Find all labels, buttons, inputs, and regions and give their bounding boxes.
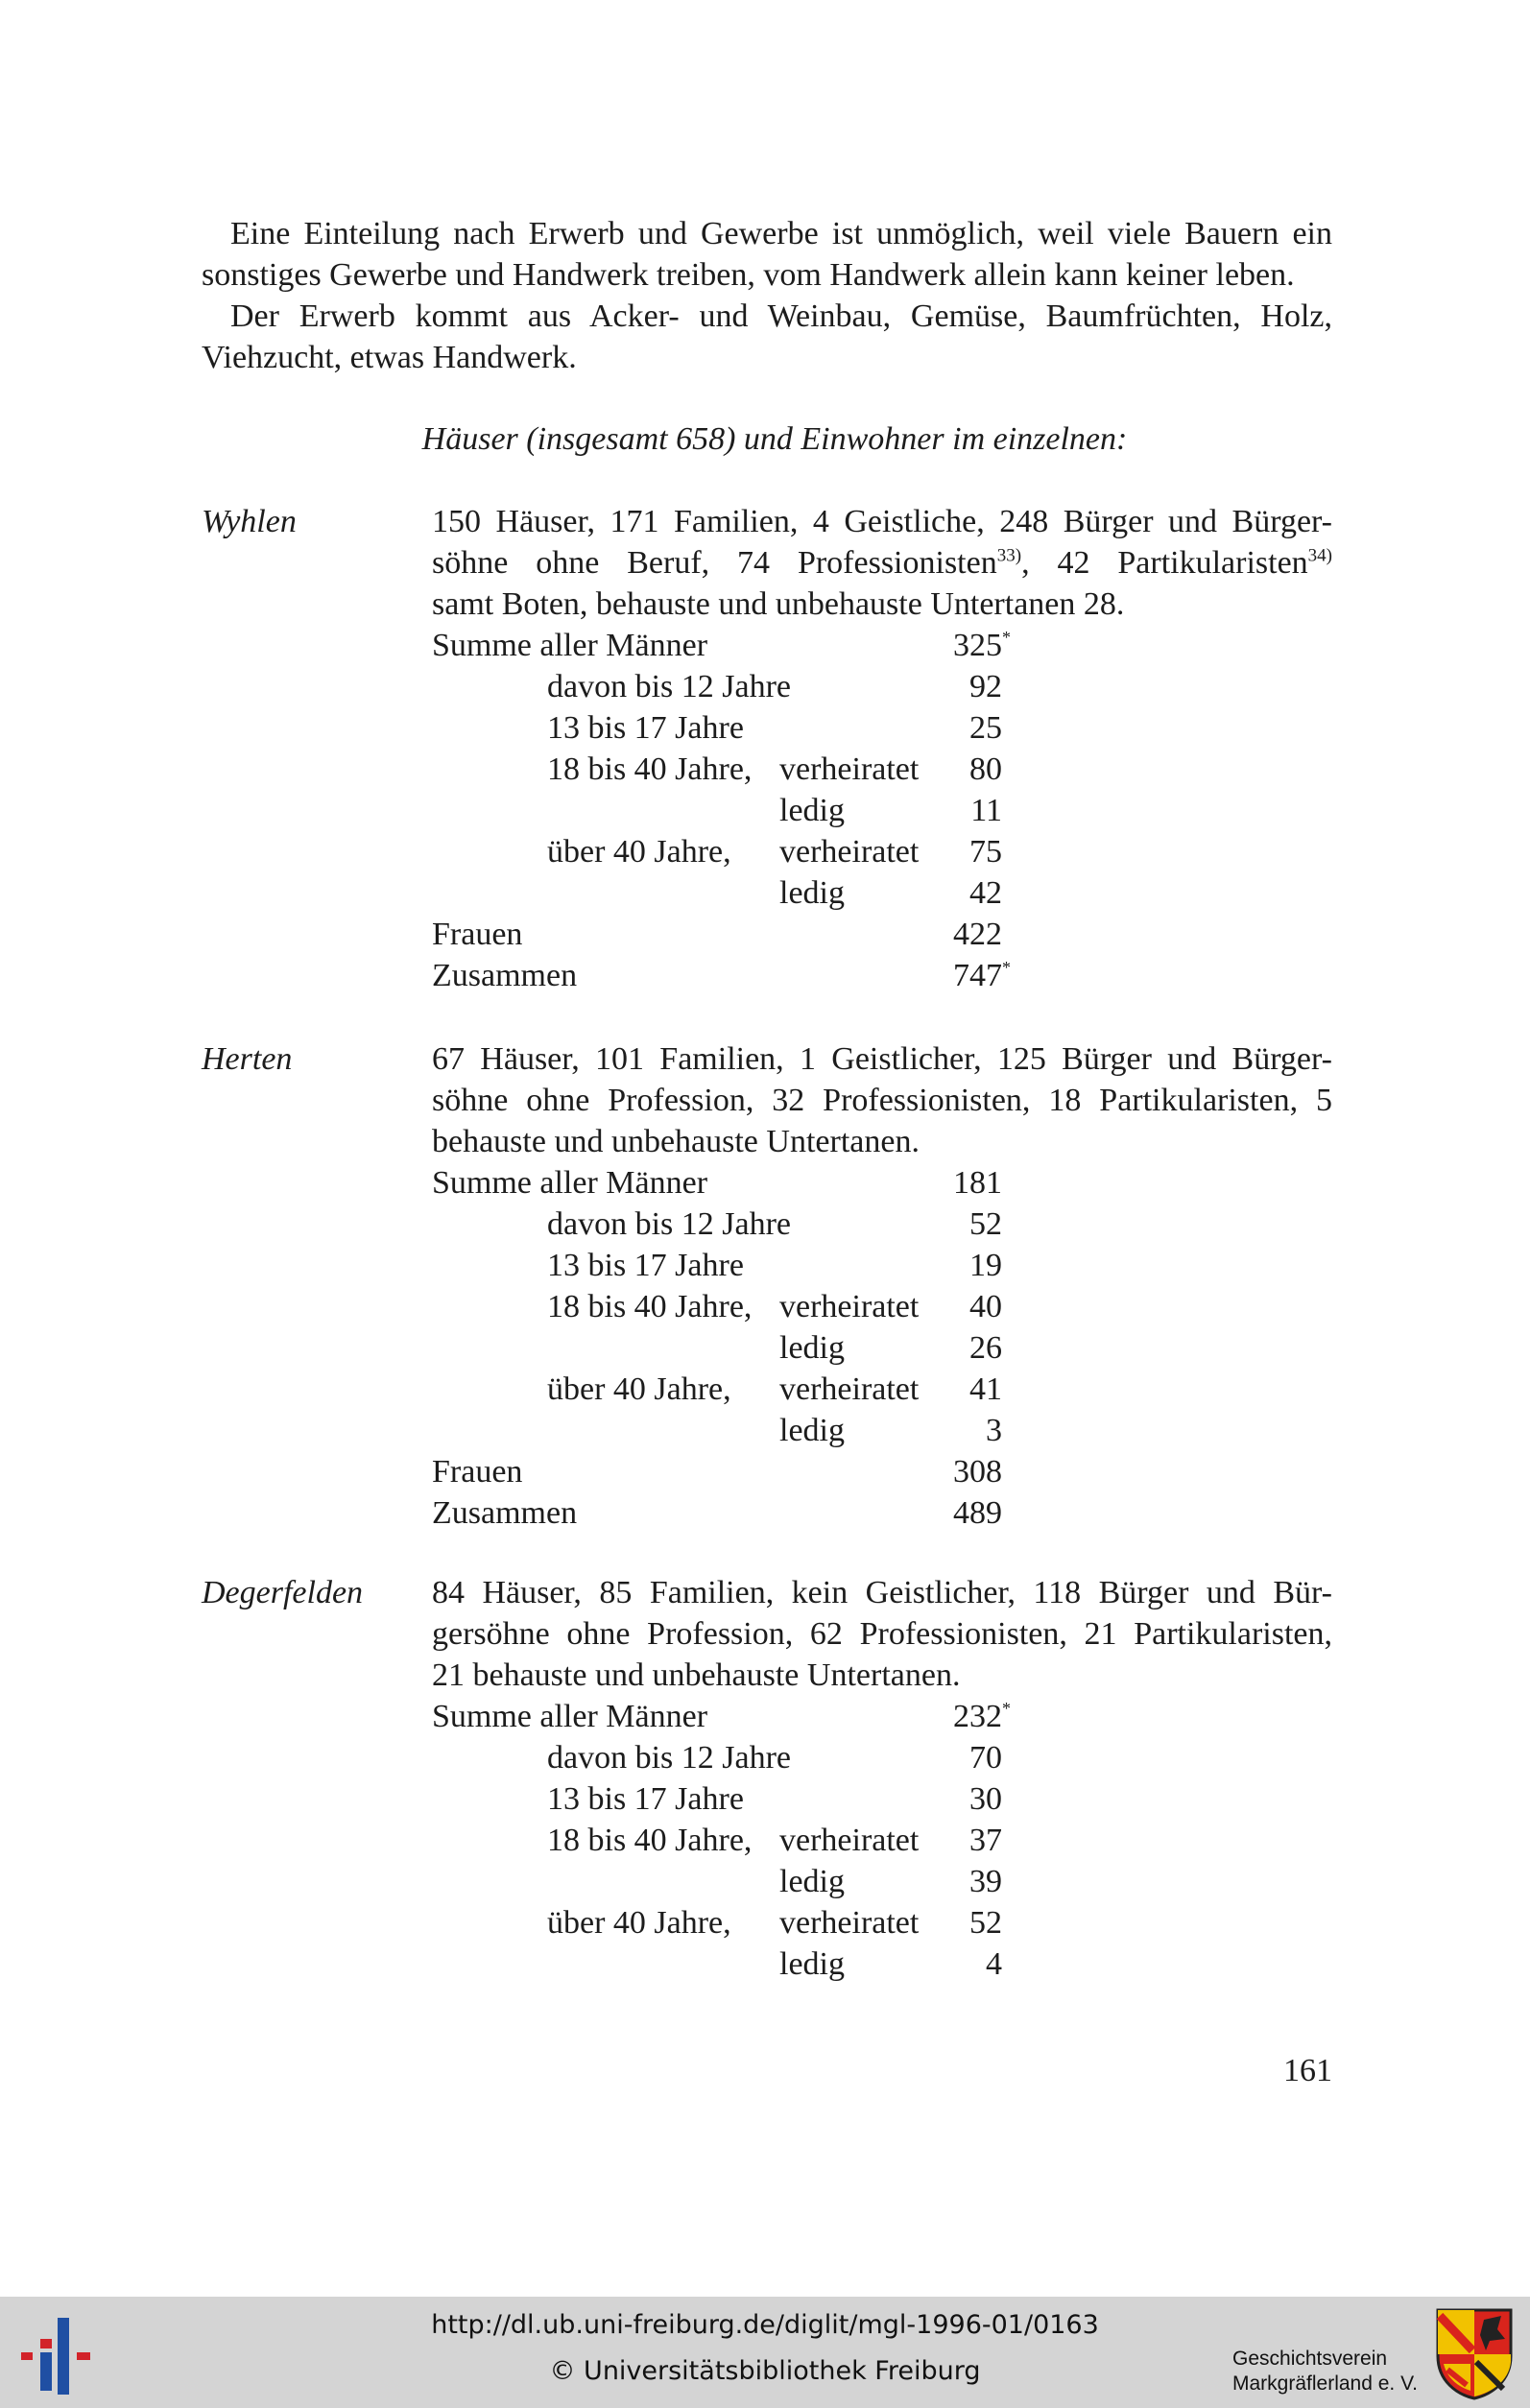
row-label: davon bis 12 Jahre [547, 669, 792, 704]
stats-row-zusammen [432, 1492, 1332, 1534]
marker-asterisk: * [1002, 1699, 1011, 1718]
stats-row-summe [432, 625, 1332, 666]
value-wrap [953, 955, 1011, 996]
row-value: 4 [986, 1946, 1002, 1982]
text-line: 67 Häuser, 101 Familien, 1 Geistlicher, 125 Bürger und Bürger- [432, 1041, 1332, 1077]
stats-row-ueber40-ledig [432, 1410, 1332, 1451]
entry-degerfelden [432, 1572, 1332, 1985]
row-label: 18 bis 40 Jahre, [547, 1289, 753, 1324]
stats-row-bis12 [432, 1737, 1332, 1778]
stats-row-ueber40-ledig [432, 1943, 1332, 1985]
stats-row-bis17 [432, 1778, 1332, 1820]
row-label: 13 bis 17 Jahre [547, 1781, 744, 1817]
row-sublabel: verheiratet [779, 1905, 920, 1941]
row-label: Summe aller Männer [432, 1699, 708, 1734]
text-line: Viehzucht, etwas Handwerk. [202, 340, 577, 375]
row-label: davon bis 12 Jahre [547, 1206, 792, 1242]
row-label: Summe aller Männer [432, 1165, 708, 1201]
stats-table [432, 1162, 1332, 1534]
text-line: gersöhne ohne Profession, 62 Professionisten, 21 Partikularisten, [432, 1616, 1332, 1652]
row-value: 489 [953, 1495, 1002, 1531]
row-sublabel: verheiratet [779, 751, 920, 787]
society-name-line: Geschichtsverein [1232, 2348, 1388, 2370]
copyright-text: © Universitätsbibliothek Freiburg [549, 2356, 981, 2386]
stats-row-ueber40-verheiratet [432, 1369, 1332, 1410]
entry-herten [432, 1038, 1332, 1534]
text-line: samt Boten, behauste und unbehauste Untertanen 28. [432, 586, 1125, 622]
row-value: 41 [969, 1371, 1002, 1407]
text-fragment: söhne ohne Beruf, 74 Professionisten [432, 545, 997, 581]
society-crest-icon [1434, 2306, 1515, 2400]
row-value: 308 [953, 1454, 1002, 1490]
marker-asterisk: * [1002, 628, 1011, 647]
row-label: Frauen [432, 1454, 523, 1490]
stats-row-bis12 [432, 1204, 1332, 1245]
row-value: 422 [953, 917, 1002, 952]
row-label: Zusammen [432, 958, 578, 993]
intro-paragraph-1 [202, 213, 1332, 296]
row-value: 3 [986, 1413, 1002, 1448]
stats-row-bis17 [432, 707, 1332, 749]
stats-row-frauen [432, 1451, 1332, 1492]
row-label: 18 bis 40 Jahre, [547, 751, 753, 787]
row-value: 19 [969, 1248, 1002, 1283]
row-label: Summe aller Männer [432, 628, 708, 663]
stats-row-ueber40-verheiratet [432, 831, 1332, 872]
value-wrap [953, 625, 1011, 666]
page-number: 161 [1283, 2053, 1332, 2088]
stats-row-bis40-ledig [432, 790, 1332, 831]
text-line: sonstiges Gewerbe und Handwerk treiben, vom Handwerk allein kann keiner leben. [202, 257, 1295, 293]
stats-row-bis40-verheiratet [432, 1820, 1332, 1861]
row-value: 92 [969, 669, 1002, 704]
stats-row-bis17 [432, 1245, 1332, 1286]
row-value: 70 [969, 1740, 1002, 1776]
society-name [1232, 2347, 1418, 2396]
stats-row-frauen [432, 914, 1332, 955]
society-name-line: Markgräflerland e. V. [1232, 2372, 1418, 2395]
row-sublabel: verheiratet [779, 1289, 920, 1324]
text-line: Eine Einteilung nach Erwerb und Gewerbe ist unmöglich, weil viele Bauern ein [230, 216, 1332, 251]
row-value: 75 [969, 834, 1002, 870]
marker-asterisk: * [1002, 958, 1011, 977]
row-value: 37 [969, 1823, 1002, 1858]
intro-paragraph-2 [202, 296, 1332, 378]
row-sublabel: ledig [779, 1946, 845, 1982]
text-line: Der Erwerb kommt aus Acker- und Weinbau, Gemüse, Baumfrüchten, Holz, [230, 298, 1332, 334]
row-label: über 40 Jahre, [547, 1905, 731, 1941]
stats-row-bis40-verheiratet [432, 749, 1332, 790]
library-footer-bar [0, 2297, 1530, 2408]
row-value: 11 [970, 793, 1002, 828]
stats-row-bis40-ledig [432, 1327, 1332, 1369]
row-value: 52 [969, 1905, 1002, 1941]
row-value: 42 [969, 875, 1002, 911]
row-sublabel: ledig [779, 1864, 845, 1899]
text-line: söhne ohne Profession, 32 Professionisten, 18 Partikularisten, 5 [432, 1083, 1332, 1118]
stats-row-ueber40-verheiratet [432, 1902, 1332, 1943]
row-value: 40 [969, 1289, 1002, 1324]
row-label: 13 bis 17 Jahre [547, 710, 744, 746]
place-name-wyhlen: Wyhlen [202, 504, 297, 539]
permalink-url-link[interactable]: http://dl.ub.uni-freiburg.de/diglit/mgl-1996-01/0163 [431, 2310, 1099, 2340]
row-sublabel: ledig [779, 875, 845, 911]
row-label: 18 bis 40 Jahre, [547, 1823, 753, 1858]
row-value: 181 [953, 1165, 1002, 1201]
place-name-degerfelden: Degerfelden [202, 1575, 364, 1610]
stats-row-zusammen [432, 955, 1332, 996]
value-wrap [953, 1696, 1011, 1737]
row-sublabel: ledig [779, 1413, 845, 1448]
row-value: 80 [969, 751, 1002, 787]
text-line: 21 behauste und unbehauste Untertanen. [432, 1657, 961, 1693]
text-line [432, 542, 1332, 584]
row-sublabel: ledig [779, 1330, 845, 1366]
row-value: 39 [969, 1864, 1002, 1899]
row-value: 232 [953, 1699, 1002, 1734]
stats-table [432, 625, 1332, 996]
text-line: 150 Häuser, 171 Familien, 4 Geistliche, 248 Bürger und Bürger- [432, 504, 1332, 539]
row-label: über 40 Jahre, [547, 834, 731, 870]
entry-wyhlen [432, 501, 1332, 996]
text-fragment: , 42 Partikularisten [1021, 545, 1308, 581]
stats-table [432, 1696, 1332, 1985]
stats-row-bis40-ledig [432, 1861, 1332, 1902]
row-sublabel: verheiratet [779, 834, 920, 870]
row-label: davon bis 12 Jahre [547, 1740, 792, 1776]
row-value: 26 [969, 1330, 1002, 1366]
row-value: 30 [969, 1781, 1002, 1817]
stats-row-summe [432, 1162, 1332, 1204]
stats-row-summe [432, 1696, 1332, 1737]
row-value: 52 [969, 1206, 1002, 1242]
row-sublabel: verheiratet [779, 1371, 920, 1407]
place-name-herten: Herten [202, 1041, 293, 1077]
footnote-ref: 34) [1307, 545, 1332, 566]
row-value: 25 [969, 710, 1002, 746]
stats-row-ueber40-ledig [432, 872, 1332, 914]
row-label: 13 bis 17 Jahre [547, 1248, 744, 1283]
row-sublabel: ledig [779, 793, 845, 828]
row-label: Frauen [432, 917, 523, 952]
row-sublabel: verheiratet [779, 1823, 920, 1858]
footnote-ref: 33) [996, 545, 1022, 566]
stats-row-bis12 [432, 666, 1332, 707]
stats-row-bis40-verheiratet [432, 1286, 1332, 1327]
row-label: Zusammen [432, 1495, 578, 1531]
row-value: 747 [953, 958, 1002, 993]
text-line: behauste und unbehauste Untertanen. [432, 1124, 920, 1159]
row-label: über 40 Jahre, [547, 1371, 731, 1407]
section-heading: Häuser (insgesamt 658) und Einwohner im einzelnen: [421, 421, 1128, 457]
text-line: 84 Häuser, 85 Familien, kein Geistlicher, 118 Bürger und Bür- [432, 1575, 1332, 1610]
row-value: 325 [953, 628, 1002, 663]
